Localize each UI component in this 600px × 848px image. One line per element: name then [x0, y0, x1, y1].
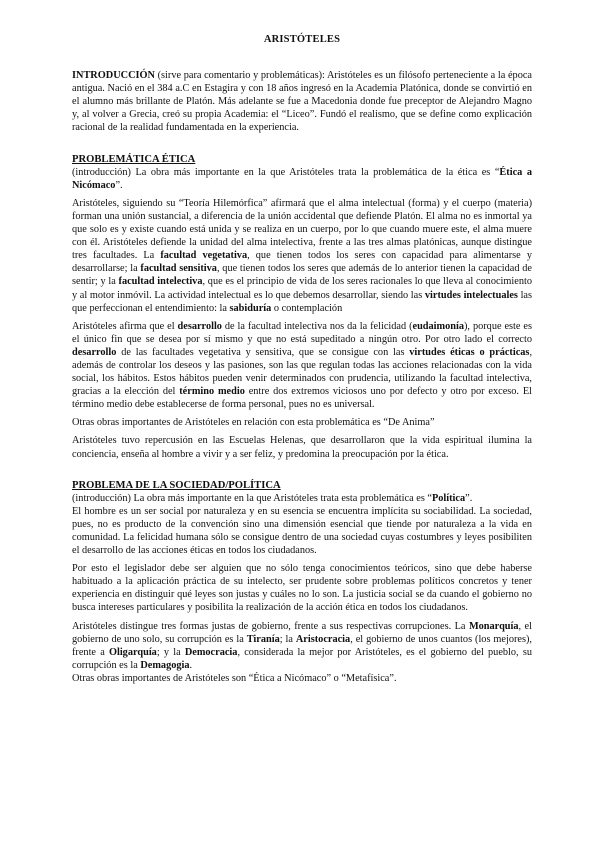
sociedad-paragraph-3: Por esto el legislador debe ser alguien que no sólo tenga conocimientos teóricos, sino que debe haberse habituado a la aplicación práctica de su intelecto, ser prudente sobre problemas políticos concretos y tener experiencia en distinguir qué leyes son justas y cuáles no lo son. La justicia social se da cuando el gobierno no busca intereses particulares y posibilita la realización de la acción ética en todos los ciudadanos.	[72, 563, 532, 614]
etica-paragraph-4: Otras obras importantes de Aristóteles en relación con esta problemática es “De Anima”	[72, 417, 435, 429]
etica-paragraph-1: (introducción) La obra más importante en la que Aristóteles trata la problemática de la ética es “Ética a Nicómaco”.	[72, 166, 532, 191]
intro-paragraph: INTRODUCCIÓN (sirve para comentario y problemáticas): Aristóteles es un filósofo perteneciente a la época antigua. Nació en el 384 a.C en Estagira y con 18 años ingresó en la Academia Platónica, donde se convirtió en el alumno más brillante de Platón. Más adelante se fue a Macedonia donde fue preceptor de Alejandro Magno y, al volver a Grecia, creó su propia Academia: el “Liceo”. Fundó el realismo, que se define como explicación racional de la realidad fundamentada en la experiencia.	[72, 70, 532, 134]
document-page	[72, 33, 532, 685]
section-heading-sociedad: PROBLEMA DE LA SOCIEDAD/POLÍTICA	[72, 479, 281, 491]
sociedad-paragraph-4: Aristóteles distingue tres formas justas de gobierno, frente a sus respectivas corrupciones. La Monarquía, el gobierno de uno solo, su corrupción es la Tiranía; la Aristocracia, el gobierno de unos cuantos (los mejores), frente a Oligarquía; y la Democracia, considerada la mejor por Aristóteles, es el gobierno del pueblo, su corrupción es la Demagogia.	[72, 620, 532, 671]
etica-paragraph-3: Aristóteles afirma que el desarrollo de la facultad intelectiva nos da la felicidad (eudaimonía), porque este es el único fin que se desea por sí mismo y que no está supeditado a ningún otro. Por otro lado el correcto desarrollo de las facultades vegetativa y sensitiva, que se consigue con las virtudes éticas o prácticas, además de controlar los deseos y las pasiones, son las que regulan todas las acciones relacionadas con la vida social, los hábitos. Estos hábitos pueden venir determinados con prudencia, utilizando la facultad intelectiva, gracias a la elección del término medio entre dos extremos viciosos uno por defecto y otro por exceso. El término medio debe establecerse de forma personal, pues no es universal.	[72, 320, 533, 411]
etica-paragraph-2: Aristóteles, siguiendo su “Teoría Hilemórfica” afirmará que el alma intelectual (forma) y el cuerpo (materia) forman una unión sustancial, a diferencia de la unión accidental que defiende Platón. El alma no es inmortal ya que solo es y existe cuando está unida y se realiza en un cuerpo, por lo que cuando muere este, el alma muere con él. Aristóteles defiende la unidad del alma intelectiva, frente a las tres almas platónicas, aunque distingue tres facultades. La facultad vegetativa, que tienen todos los seres con capacidad para alimentarse y desarrollarse; la facultad sensitiva, que tienen todos los seres que además de lo anterior tienen la capacidad de sentir; y la facultad intelectiva, que es el principio de vida de los seres racionales lo que lleva al conocimiento y al motor inmóvil. La actividad intelectual es lo que debemos desarrollar, siendo las virtudes intelectuales las que perfeccionan el entendimiento: la sabiduría o contemplación	[72, 197, 533, 314]
sociedad-paragraph-2: El hombre es un ser social por naturaleza y en su esencia se encuentra implícita su sociabilidad. La sociedad, pues, no es producto de la convención sino una dimensión esencial que tiende por naturaleza a la vida en comunidad. La felicidad humana sólo se consigue dentro de una sociedad cuyas costumbres y leyes posibiliten el desarrollo de las acciones éticas en todos los ciudadanos.	[72, 505, 532, 557]
section-heading-etica: PROBLEMÁTICA ÉTICA	[72, 153, 196, 165]
intro-label: INTRODUCCIÓN	[72, 70, 155, 82]
sociedad-paragraph-1: (introducción) La obra más importante en la que Aristóteles trata esta problemática es “Política”.	[72, 492, 473, 504]
page-title: ARISTÓTELES	[263, 34, 341, 45]
sociedad-paragraph-5: Otras obras importantes de Aristóteles son “Ética a Nicómaco” o “Metafísica”.	[72, 672, 397, 684]
etica-paragraph-5: Aristóteles tuvo repercusión en las Escuelas Helenas, que desarrollaron que la vida espiritual ilumina la conciencia, enseña al hombre a vivir y a ser feliz, y predomina la preocupación por la ética.	[72, 435, 532, 460]
